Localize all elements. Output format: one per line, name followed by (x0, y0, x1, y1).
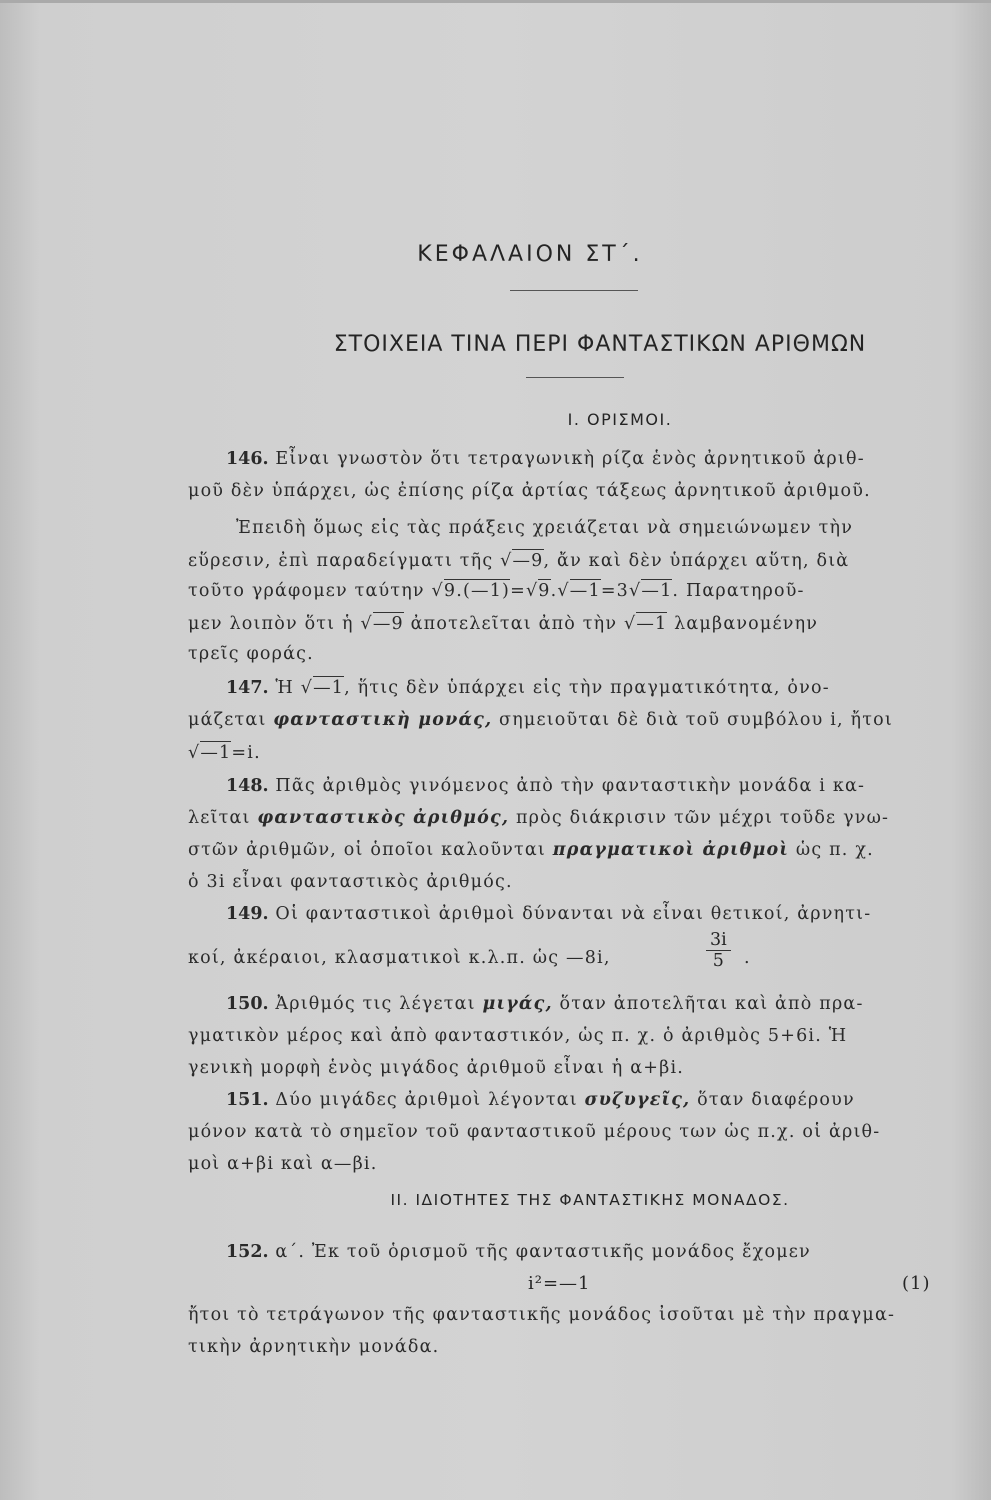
radicand: —9 (372, 614, 404, 634)
paragraph-147-line (226, 678, 830, 698)
text-span: μεν λοιπὸν ὅτι ἡ √ (188, 614, 373, 634)
paragraph-151-line: μόνον κατὰ τὸ σημεῖον τοῦ φανταστικοῦ μέρους των ὡς π.χ. οἱ ἀριθ- (188, 1122, 881, 1142)
defined-term: φανταστικὸς ἀριθμός, (257, 808, 510, 828)
paragraph-146-line (226, 449, 865, 469)
defined-term: μιγάς, (482, 994, 553, 1014)
text-span: , ἥτις δὲν ὑπάρχει εἰς τὴν πραγματικότητα, ὀνο- (344, 678, 830, 698)
equation-number: (1) (902, 1273, 931, 1294)
text-span: Εἶναι γνωστὸν ὅτι τετραγωνικὴ ρίζα ἑνὸς ἀρνητικοῦ ἀριθ- (275, 449, 865, 469)
paragraph-150-line: γματικὸν μέρος καὶ ἀπὸ φανταστικόν, ὡς π. χ. ὁ ἀριθμὸς 5+6i. Ἡ (188, 1026, 848, 1046)
fraction (706, 930, 731, 971)
paragraph-146-line (188, 581, 805, 601)
paragraph-146-line: μοῦ δὲν ὑπάρχει, ὡς ἐπίσης ρίζα ἀρτίας τάξεως ἀρνητικοῦ ἀριθμοῦ. (188, 481, 871, 501)
paragraph-148-line (226, 776, 865, 796)
radicand: 9.(—1) (443, 581, 511, 601)
chapter-title: ΣΤΟΙΧΕΙΑ ΤΙΝΑ ΠΕΡΙ ΦΑΝΤΑΣΤΙΚΩΝ ΑΡΙΘΜΩΝ (333, 332, 867, 357)
paragraph-149-line (226, 904, 871, 924)
defined-term: πραγματικοὶ ἀριθμοὶ (552, 840, 790, 860)
text-span: =√ (510, 581, 539, 601)
text-span: ὡς π. χ. (789, 840, 874, 860)
paragraph-146-line: Ἐπειδὴ ὅμως εἰς τὰς πράξεις χρειάζεται νὰ σημειώνωμεν τὴν (236, 518, 854, 538)
fraction-period: . (744, 948, 751, 968)
text-span: τοῦτο γράφομεν ταύτην √ (188, 581, 444, 601)
paragraph-147-line (188, 710, 893, 730)
radicand: —1 (569, 581, 601, 601)
paragraph-147-line (188, 743, 261, 763)
text-span: πρὸς διάκρισιν τῶν μέχρι τοῦδε γνω- (509, 808, 890, 828)
paragraph-151-line (226, 1090, 855, 1110)
paragraph-151-line: μοὶ α+βi καὶ α—βi. (188, 1154, 378, 1174)
text-span: ὅταν ἀποτελῆται καὶ ἀπὸ πρα- (552, 994, 864, 1014)
text-span: =i. (231, 743, 261, 763)
fraction-denominator: 5 (712, 951, 724, 971)
text-span: ἀποτελεῖται ἀπὸ τὴν √ (403, 614, 637, 634)
paragraph-146-line (188, 614, 818, 634)
paragraph-150-line (226, 994, 864, 1014)
text-span: λεῖται (188, 808, 258, 828)
text-span: μάζεται (188, 710, 274, 730)
text-span: √ (188, 743, 201, 763)
paragraph-152-line: ἤτοι τὸ τετράγωνον τῆς φανταστικῆς μονάδος ἰσοῦται μὲ τὴν πραγμα- (188, 1305, 896, 1325)
paragraph-number: 152. (226, 1242, 269, 1262)
radicand: —1 (313, 678, 345, 698)
paragraph-149-line: κοί, ἀκέραιοι, κλασματικοὶ κ.λ.π. ὡς —8i, (188, 948, 611, 968)
radicand: —1 (636, 614, 668, 634)
paragraph-148-line (188, 840, 874, 860)
chapter-heading: ΚΕΦΑΛΑΙΟΝ ΣΤ΄. (417, 242, 643, 267)
text-span: =3√ (600, 581, 642, 601)
radicand: —9 (512, 551, 544, 571)
text-span: Οἱ φανταστικοὶ ἀριθμοὶ δύνανται νὰ εἶναι θετικοί, ἀρνητι- (275, 904, 872, 924)
paragraph-148-line (188, 808, 889, 828)
divider-rule (510, 290, 638, 291)
text-span: Δύο μιγάδες ἀριθμοὶ λέγονται (275, 1090, 585, 1110)
text-span: . Παρατηροῦ- (672, 581, 805, 601)
text-span: α΄. Ἐκ τοῦ ὁρισμοῦ τῆς φανταστικῆς μονάδος ἔχομεν (275, 1242, 811, 1262)
paragraph-150-line: γενικὴ μορφὴ ἑνὸς μιγάδος ἀριθμοῦ εἶναι ἡ α+βi. (188, 1058, 685, 1078)
radicand: —1 (200, 743, 232, 763)
defined-term: φανταστικὴ μονάς, (273, 710, 493, 730)
paragraph-number: 147. (226, 678, 269, 698)
radicand: 9 (538, 581, 551, 601)
text-span: σημειοῦται δὲ διὰ τοῦ συμβόλου i, ἤτοι (492, 710, 893, 730)
paragraph-152-line (226, 1242, 811, 1262)
paragraph-number: 148. (226, 776, 269, 796)
radicand: —1 (641, 581, 673, 601)
paragraph-number: 150. (226, 994, 269, 1014)
paragraph-148-line: ὁ 3i εἶναι φανταστικὸς ἀριθμός. (188, 872, 513, 892)
text-span: ὅταν διαφέρουν (690, 1090, 855, 1110)
defined-term: συζυγεῖς, (584, 1090, 691, 1110)
equation: i²=—1 (528, 1273, 591, 1294)
text-span: λαμβανομένην (667, 614, 819, 634)
text-span: εὕρεσιν, ἐπὶ παραδείγματι τῆς √ (188, 551, 513, 571)
text-span: στῶν ἀριθμῶν, οἱ ὁποῖοι καλοῦνται (188, 840, 553, 860)
section-heading-definitions: Ι. ΟΡΙΣΜΟΙ. (567, 410, 673, 429)
paragraph-146-line: τρεῖς φοράς. (188, 644, 314, 664)
divider-rule (526, 377, 624, 378)
page-edge (0, 0, 991, 3)
paragraph-146-line (188, 551, 849, 571)
text-span: Ἀριθμός τις λέγεται (275, 994, 483, 1014)
text-span: , ἄν καὶ δὲν ὑπάρχει αὕτη, διὰ (543, 551, 850, 571)
text-span: Πᾶς ἀριθμὸς γινόμενος ἀπὸ τὴν φανταστικὴν μονάδα i κα- (275, 776, 866, 796)
paragraph-number: 151. (226, 1090, 269, 1110)
paragraph-number: 146. (226, 449, 269, 469)
paragraph-152-line: τικὴν ἀρνητικὴν μονάδα. (188, 1337, 440, 1357)
text-span: Ἡ √ (275, 678, 314, 698)
section-heading-properties: ΙΙ. ΙΔΙΟΤΗΤΕΣ ΤΗΣ ΦΑΝΤΑΣΤΙΚΗΣ ΜΟΝΑΔΟΣ. (390, 1191, 790, 1209)
paragraph-number: 149. (226, 904, 269, 924)
text-span: .√ (550, 581, 570, 601)
fraction-numerator: 3i (706, 930, 731, 951)
